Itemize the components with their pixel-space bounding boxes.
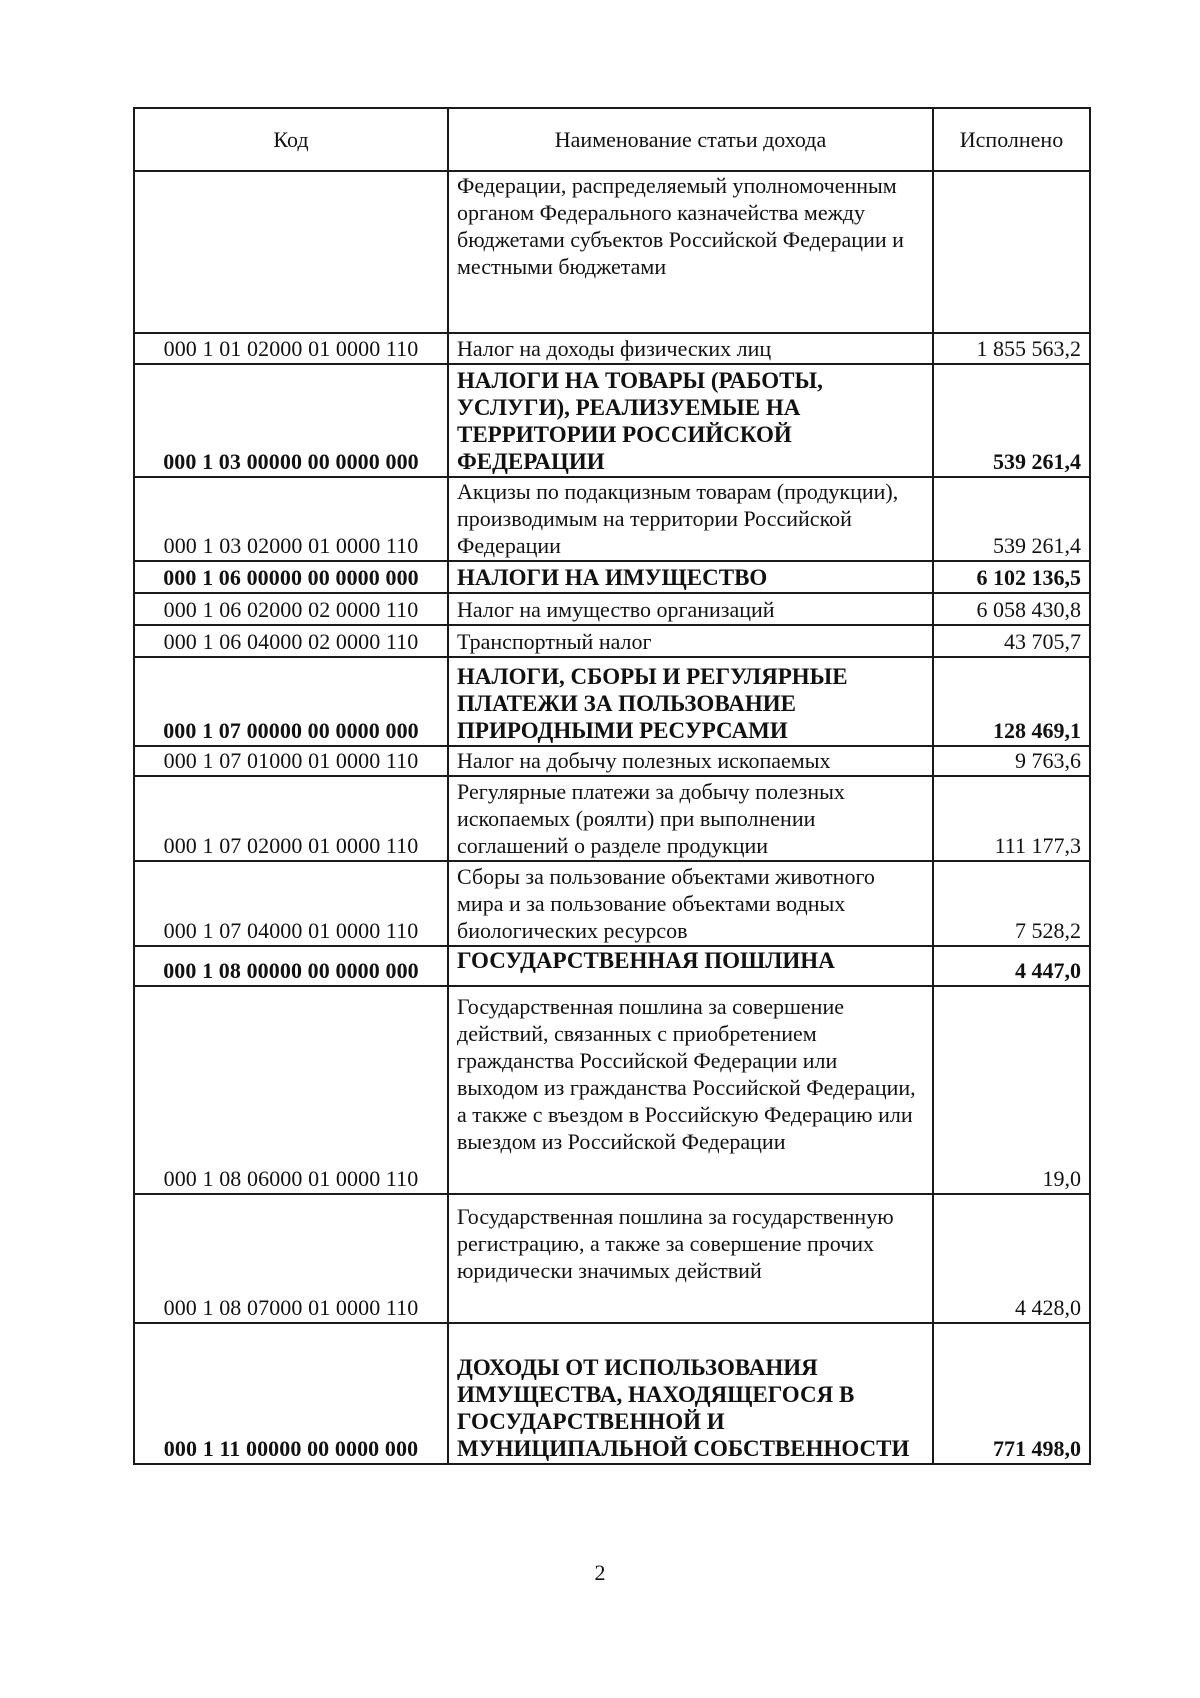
table-row-section [134,657,1090,746]
table-row-section [134,561,1090,593]
row-name: Регулярные платежи за добычу полезных ископаемых (роялти) при выполнении соглашений о разделе продукции [448,776,933,861]
table-row [134,477,1090,561]
row-name: Государственная пошлина за государственную регистрацию, а также за совершение прочих юридически значимых действий [448,1194,933,1323]
row-name: НАЛОГИ НА ТОВАРЫ (РАБОТЫ, УСЛУГИ), РЕАЛИЗУЕМЫЕ НА ТЕРРИТОРИИ РОССИЙСКОЙ ФЕДЕРАЦИИ [448,364,933,477]
row-value: 4 447,0 [933,946,1090,986]
table-row [134,746,1090,776]
row-code: 000 1 06 02000 02 0000 110 [134,593,448,625]
row-value: 1 855 563,2 [933,333,1090,364]
row-name: Федерации, распределяемый уполномоченным органом Федерального казначейства между бюджетами субъектов Российской Федерации и местными бюджетами [448,171,933,333]
row-value: 43 705,7 [933,625,1090,657]
row-value: 6 058 430,8 [933,593,1090,625]
row-name: Налог на добычу полезных ископаемых [448,746,933,776]
table-row [134,171,1090,333]
row-value: 771 498,0 [933,1323,1090,1464]
row-code: 000 1 08 00000 00 0000 000 [134,946,448,986]
row-code: 000 1 08 06000 01 0000 110 [134,986,448,1194]
table-row-section [134,364,1090,477]
row-value [933,171,1090,333]
row-code [134,171,448,333]
row-code: 000 1 03 02000 01 0000 110 [134,477,448,561]
row-name: ГОСУДАРСТВЕННАЯ ПОШЛИНА [448,946,933,986]
header-code: Код [134,108,448,171]
row-value: 111 177,3 [933,776,1090,861]
row-code: 000 1 08 07000 01 0000 110 [134,1194,448,1323]
row-value: 4 428,0 [933,1194,1090,1323]
row-name: Налог на имущество организаций [448,593,933,625]
page-number: 2 [594,1560,606,1585]
header-value: Исполнено [933,108,1090,171]
row-value: 19,0 [933,986,1090,1194]
table-row [134,593,1090,625]
row-name: ДОХОДЫ ОТ ИСПОЛЬЗОВАНИЯ ИМУЩЕСТВА, НАХОДЯЩЕГОСЯ В ГОСУДАРСТВЕННОЙ И МУНИЦИПАЛЬНОЙ СОБСТВЕННОСТИ [448,1323,933,1464]
table-row-section [134,1323,1090,1464]
row-code: 000 1 07 04000 01 0000 110 [134,861,448,946]
row-value: 6 102 136,5 [933,561,1090,593]
row-code: 000 1 01 02000 01 0000 110 [134,333,448,364]
row-code: 000 1 07 01000 01 0000 110 [134,746,448,776]
row-name: Сборы за пользование объектами животного мира и за пользование объектами водных биологических ресурсов [448,861,933,946]
table-header-row [134,108,1090,171]
row-code: 000 1 07 02000 01 0000 110 [134,776,448,861]
header-name: Наименование статьи дохода [448,108,933,171]
row-name: Налог на доходы физических лиц [448,333,933,364]
row-name: НАЛОГИ НА ИМУЩЕСТВО [448,561,933,593]
row-code: 000 1 06 00000 00 0000 000 [134,561,448,593]
revenue-table [133,107,1091,1465]
row-code: 000 1 11 00000 00 0000 000 [134,1323,448,1464]
table-row [134,333,1090,364]
table-row [134,861,1090,946]
row-code: 000 1 03 00000 00 0000 000 [134,364,448,477]
row-name: Государственная пошлина за совершение действий, связанных с приобретением гражданства Российской Федерации или выходом из гражданства Российской Федерации, а также с въездом в Российскую Федерацию или выездом из Российской Федерации [448,986,933,1194]
row-value: 9 763,6 [933,746,1090,776]
row-value: 539 261,4 [933,477,1090,561]
row-name: Транспортный налог [448,625,933,657]
row-code: 000 1 07 00000 00 0000 000 [134,657,448,746]
row-value: 128 469,1 [933,657,1090,746]
row-name: НАЛОГИ, СБОРЫ И РЕГУЛЯРНЫЕ ПЛАТЕЖИ ЗА ПОЛЬЗОВАНИЕ ПРИРОДНЫМИ РЕСУРСАМИ [448,657,933,746]
table-row [134,625,1090,657]
table-row [134,1194,1090,1323]
table-row-section [134,946,1090,986]
table-row [134,776,1090,861]
row-code: 000 1 06 04000 02 0000 110 [134,625,448,657]
row-name: Акцизы по подакцизным товарам (продукции), производимым на территории Российской Федерации [448,477,933,561]
row-value: 539 261,4 [933,364,1090,477]
table-row [134,986,1090,1194]
row-value: 7 528,2 [933,861,1090,946]
